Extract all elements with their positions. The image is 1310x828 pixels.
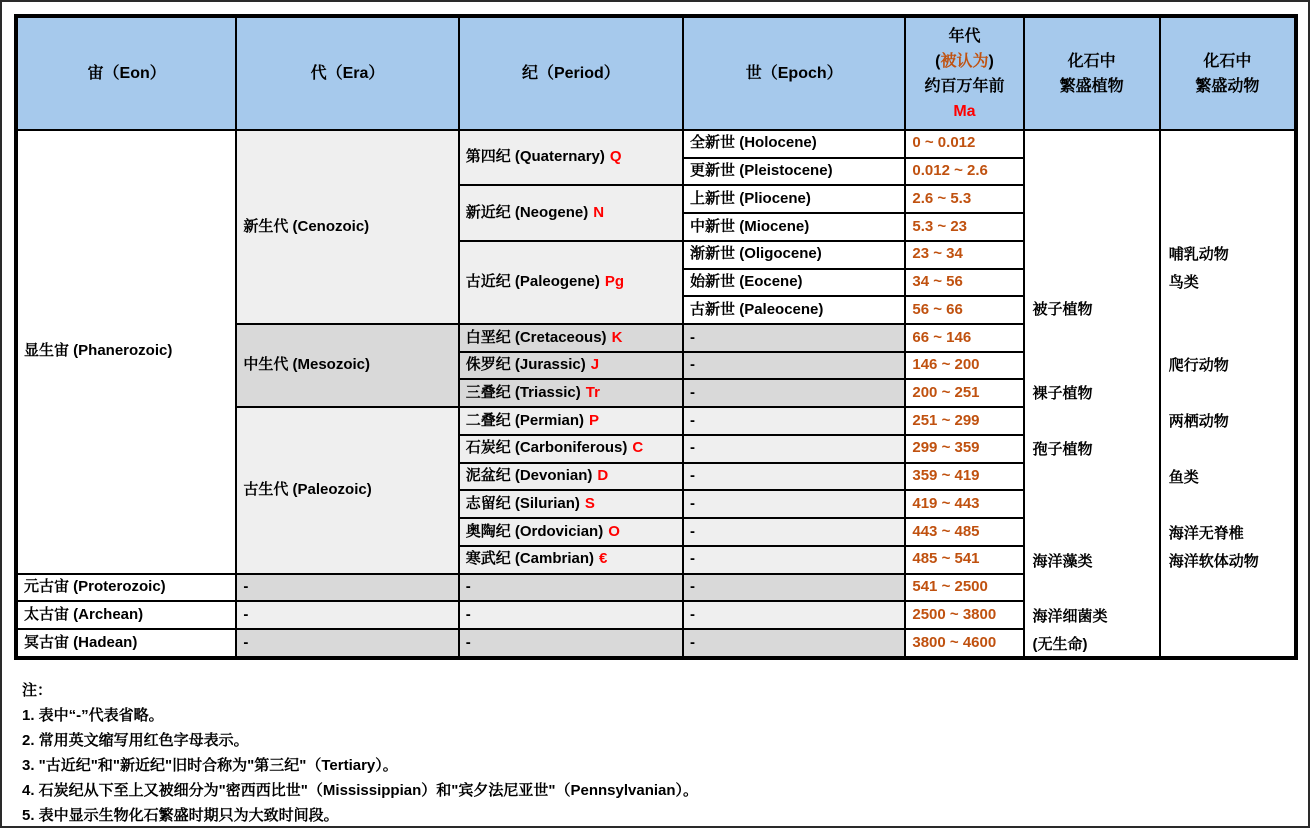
period-name: 古近纪 (Paleogene) <box>465 273 600 291</box>
header-epoch: 世（Epoch） <box>683 16 905 130</box>
epoch-dash-cell: - <box>683 352 905 380</box>
header-plants-line1: 化石中 <box>1067 52 1116 70</box>
epoch-dash-cell: - <box>683 601 905 629</box>
header-age-unit: Ma <box>953 102 976 120</box>
period-cell-jurassic <box>459 352 683 380</box>
epoch-cell-paleocene: 古新世 (Paleocene) <box>683 296 905 324</box>
period-name: 志留纪 (Silurian) <box>465 494 580 512</box>
plants-marine-bacteria: 海洋细菌类 <box>1032 608 1108 625</box>
animals-birds: 鸟类 <box>1168 274 1199 291</box>
epoch-dash-cell: - <box>683 379 905 407</box>
plants-spore-plants: 孢子植物 <box>1032 441 1093 458</box>
age-cell: 3800 ~ 4600 <box>905 629 1023 658</box>
header-eon: 宙（Eon） <box>16 16 236 130</box>
period-cell-silurian <box>459 490 683 518</box>
age-cell: 200 ~ 251 <box>905 379 1023 407</box>
eon-cell-archean: 太古宙 (Archean) <box>16 601 236 629</box>
age-cell: 0 ~ 0.012 <box>905 130 1023 158</box>
period-cell-neogene <box>459 185 683 240</box>
epoch-dash-cell: - <box>683 518 905 546</box>
period-abbr: D <box>597 467 609 485</box>
paren-open: ( <box>935 52 941 70</box>
paren-close: ) <box>988 52 994 70</box>
age-cell: 5.3 ~ 23 <box>905 213 1023 241</box>
era-dash-cell: - <box>236 574 458 602</box>
period-name: 二叠纪 (Permian) <box>465 411 585 429</box>
period-cell-ordovician <box>459 518 683 546</box>
period-name: 新近纪 (Neogene) <box>465 203 589 221</box>
age-cell: 485 ~ 541 <box>905 546 1023 574</box>
plants-marine-algae: 海洋藻类 <box>1032 553 1093 570</box>
animals-amphibians: 两栖动物 <box>1168 413 1229 430</box>
era-dash-cell: - <box>236 629 458 658</box>
period-abbr: N <box>593 203 605 221</box>
header-period: 纪（Period） <box>459 16 683 130</box>
period-cell-devonian <box>459 463 683 491</box>
table-row <box>16 130 1296 158</box>
animals-column-cell <box>1160 130 1296 658</box>
era-dash-cell: - <box>236 601 458 629</box>
period-name: 侏罗纪 (Jurassic) <box>465 356 586 374</box>
header-row <box>16 16 1296 130</box>
era-cell-paleozoic: 古生代 (Paleozoic) <box>236 407 458 573</box>
period-abbr: P <box>589 411 600 429</box>
age-cell: 66 ~ 146 <box>905 324 1023 352</box>
era-cell-cenozoic: 新生代 (Cenozoic) <box>236 130 458 324</box>
animals-marine-mollusks: 海洋软体动物 <box>1168 553 1259 570</box>
period-name: 第四纪 (Quaternary) <box>465 148 605 166</box>
plants-no-life: (无生命) <box>1032 636 1088 653</box>
age-cell: 251 ~ 299 <box>905 407 1023 435</box>
period-abbr: Q <box>609 148 622 166</box>
geologic-time-table <box>14 14 1298 660</box>
notes-title: 注： <box>22 682 53 699</box>
age-cell: 419 ~ 443 <box>905 490 1023 518</box>
epoch-cell-pliocene: 上新世 (Pliocene) <box>683 185 905 213</box>
animals-reptiles: 爬行动物 <box>1168 357 1229 374</box>
header-age <box>905 16 1023 130</box>
epoch-dash-cell: - <box>683 490 905 518</box>
epoch-dash-cell: - <box>683 463 905 491</box>
age-cell: 2500 ~ 3800 <box>905 601 1023 629</box>
epoch-dash-cell: - <box>683 574 905 602</box>
period-cell-triassic <box>459 379 683 407</box>
age-cell: 2.6 ~ 5.3 <box>905 185 1023 213</box>
header-plants <box>1024 16 1160 130</box>
epoch-dash-cell: - <box>683 629 905 658</box>
period-cell-paleogene <box>459 241 683 324</box>
period-cell-permian <box>459 407 683 435</box>
epoch-cell-miocene: 中新世 (Miocene) <box>683 213 905 241</box>
header-animals-line2: 繁盛动物 <box>1195 77 1260 95</box>
header-age-highlight: 被认为 <box>940 52 989 70</box>
period-name: 白垩纪 (Cretaceous) <box>465 328 607 346</box>
eon-cell-phanerozoic: 显生宙 (Phanerozoic) <box>16 130 236 574</box>
eon-cell-proterozoic: 元古宙 (Proterozoic) <box>16 574 236 602</box>
period-abbr: K <box>611 328 623 346</box>
period-abbr: O <box>608 522 620 540</box>
age-cell: 443 ~ 485 <box>905 518 1023 546</box>
age-cell: 23 ~ 34 <box>905 241 1023 269</box>
period-dash-cell: - <box>459 629 683 658</box>
age-cell: 299 ~ 359 <box>905 435 1023 463</box>
period-cell-cretaceous <box>459 324 683 352</box>
period-cell-quaternary <box>459 130 683 185</box>
period-dash-cell: - <box>459 601 683 629</box>
epoch-dash-cell: - <box>683 435 905 463</box>
age-cell: 541 ~ 2500 <box>905 574 1023 602</box>
age-cell: 56 ~ 66 <box>905 296 1023 324</box>
period-abbr: C <box>632 439 644 457</box>
plants-column-cell <box>1024 130 1160 658</box>
period-abbr: Pg <box>604 273 625 291</box>
animals-fish: 鱼类 <box>1168 469 1199 486</box>
age-cell: 34 ~ 56 <box>905 269 1023 297</box>
period-dash-cell: - <box>459 574 683 602</box>
header-animals <box>1160 16 1296 130</box>
epoch-cell-eocene: 始新世 (Eocene) <box>683 269 905 297</box>
age-cell: 0.012 ~ 2.6 <box>905 158 1023 186</box>
note-item-3: 3. "古近纪"和"新近纪"旧时合称为"第三纪"（Tertiary）。 <box>22 757 398 774</box>
period-cell-carboniferous <box>459 435 683 463</box>
epoch-dash-cell: - <box>683 407 905 435</box>
animals-mammals: 哺乳动物 <box>1168 246 1229 263</box>
epoch-dash-cell: - <box>683 546 905 574</box>
epoch-cell-oligocene: 渐新世 (Oligocene) <box>683 241 905 269</box>
period-abbr: Tr <box>585 383 600 401</box>
header-age-line3: 约百万年前 <box>924 77 1005 95</box>
period-name: 寒武纪 (Cambrian) <box>465 550 595 568</box>
header-plants-line2: 繁盛植物 <box>1059 77 1124 95</box>
notes-section <box>22 678 698 828</box>
plants-gymnosperms: 裸子植物 <box>1032 385 1093 402</box>
period-name: 泥盆纪 (Devonian) <box>465 467 593 485</box>
header-animals-line1: 化石中 <box>1203 52 1252 70</box>
note-item-4: 4. 石炭纪从下至上又被细分为"密西西比世"（Mississippian）和"宾夕法尼亚世"（Pennsylvanian）。 <box>22 782 699 799</box>
plants-angiosperms: 被子植物 <box>1032 301 1093 318</box>
header-age-line2 <box>906 49 1022 74</box>
header-era: 代（Era） <box>236 16 458 130</box>
eon-cell-hadean: 冥古宙 (Hadean) <box>16 629 236 658</box>
period-cell-cambrian <box>459 546 683 574</box>
period-name: 石炭纪 (Carboniferous) <box>465 439 628 457</box>
note-item-2: 2. 常用英文缩写用红色字母表示。 <box>22 732 249 749</box>
period-name: 奥陶纪 (Ordovician) <box>465 522 604 540</box>
period-abbr: € <box>599 550 608 568</box>
note-item-5: 5. 表中显示生物化石繁盛时期只为大致时间段。 <box>22 807 339 824</box>
note-item-1: 1. 表中“-”代表省略。 <box>22 707 164 724</box>
epoch-dash-cell: - <box>683 324 905 352</box>
epoch-cell-holocene: 全新世 (Holocene) <box>683 130 905 158</box>
period-abbr: S <box>584 494 595 512</box>
animals-marine-invertebrates: 海洋无脊椎 <box>1168 525 1244 542</box>
header-age-line1: 年代 <box>948 27 981 45</box>
age-cell: 359 ~ 419 <box>905 463 1023 491</box>
epoch-cell-pleistocene: 更新世 (Pleistocene) <box>683 158 905 186</box>
era-cell-mesozoic: 中生代 (Mesozoic) <box>236 324 458 407</box>
period-abbr: J <box>590 356 600 374</box>
age-cell: 146 ~ 200 <box>905 352 1023 380</box>
period-name: 三叠纪 (Triassic) <box>465 383 581 401</box>
